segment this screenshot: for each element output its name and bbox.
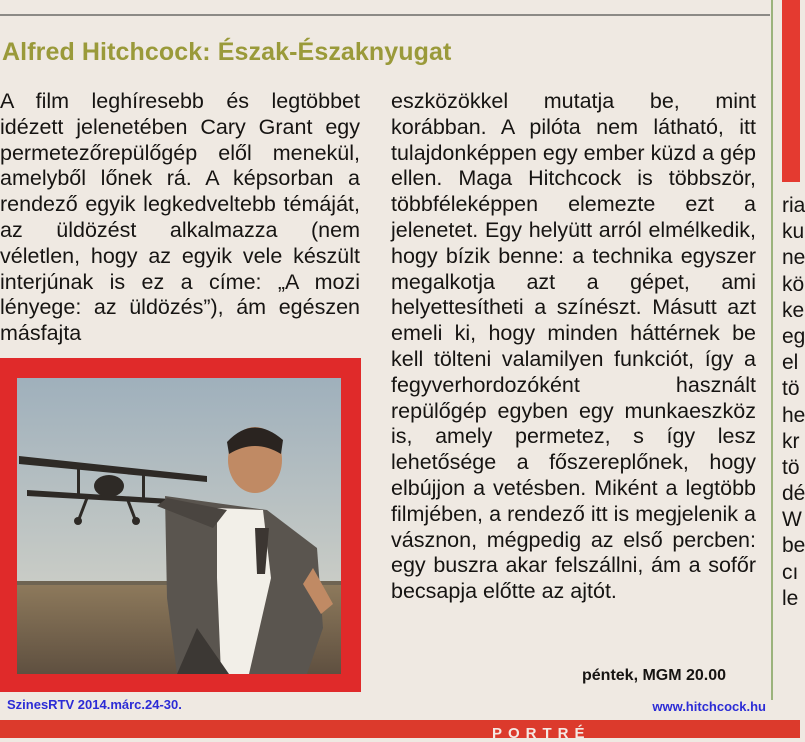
film-still-photo <box>17 378 341 674</box>
fragment-line: ne <box>782 246 805 270</box>
website-credit: www.hitchcock.hu <box>652 699 766 714</box>
side-red-block <box>782 0 800 182</box>
fragment-line: he <box>782 403 805 427</box>
source-credit: SzinesRTV 2014.márc.24-30. <box>7 697 182 712</box>
fragment-line: le <box>782 586 799 610</box>
photo-frame <box>0 358 361 692</box>
article-left-column <box>0 89 360 347</box>
right-column-text: eszközökkel mutatja be, mint korábban. A pilóta nem látható, itt tulajdonképpen egy ember küzd a gép ellen. Maga Hitchcock is többször, többféleképpen elemezte ezt a jelenetet. Egy helyütt arról elmélkedik, hogy bízik benne: a technika egyszer megalkotja azt a gépet, ami helyettesítheti a színészt. Másutt azt emeli ki, hogy minden háttérnek be kell tölteni valamilyen funkciót, így a fegyverhordozóként használt repülőgép egyben egy munkaeszköz is, amely permetez, s így lesz lehetősége a főszereplőnek, hogy elbújjon a vetésben. Miként a legtöbb filmjében, a rendező itt is megjelenik a vásznon, mégpedig az első percben: egy buszra akar felszállni, ám a sofőr becsapja előtte az ajtót. <box>391 89 756 604</box>
fragment-line: kö <box>782 272 805 296</box>
fragment-line: eg <box>782 324 805 348</box>
left-column-text: A film leghíresebb és legtöbbet idézett jelenetében Cary Grant egy permetezőrepülőgép elől menekül, amelyből lőnek rá. A képsorban a rendező egyik legkedveltebb témáját, az üldözést alkalmazza (nem véletlen, hogy az egyik vele készült interjúnak is ez a címe: „A mozi lényege: az üldözés”), ám egészen másfajta <box>0 89 360 346</box>
fragment-line: el <box>782 351 799 375</box>
fragment-line: W <box>782 508 802 532</box>
bottom-section-band <box>0 720 800 738</box>
broadcast-info: péntek, MGM 20.00 <box>582 667 727 684</box>
fragment-line: be <box>782 534 805 558</box>
fragment-line: ke <box>782 298 805 322</box>
adjacent-column-fragment <box>782 193 805 612</box>
fragment-line: ria <box>782 194 805 217</box>
column-divider <box>771 0 773 700</box>
fragment-line: tö <box>782 455 800 479</box>
fragment-line: dé <box>782 482 805 506</box>
fragment-line: cı <box>782 560 799 584</box>
film-still-illustration <box>17 378 341 674</box>
article-title: Alfred Hitchcock: Észak-Északnyugat <box>2 38 452 66</box>
section-label: PORTRÉ <box>492 725 591 742</box>
article-right-column <box>391 89 756 605</box>
top-rule <box>0 14 770 16</box>
fragment-line: kr <box>782 429 800 453</box>
fragment-line: tö <box>782 377 800 401</box>
fragment-line: ku <box>782 220 805 244</box>
